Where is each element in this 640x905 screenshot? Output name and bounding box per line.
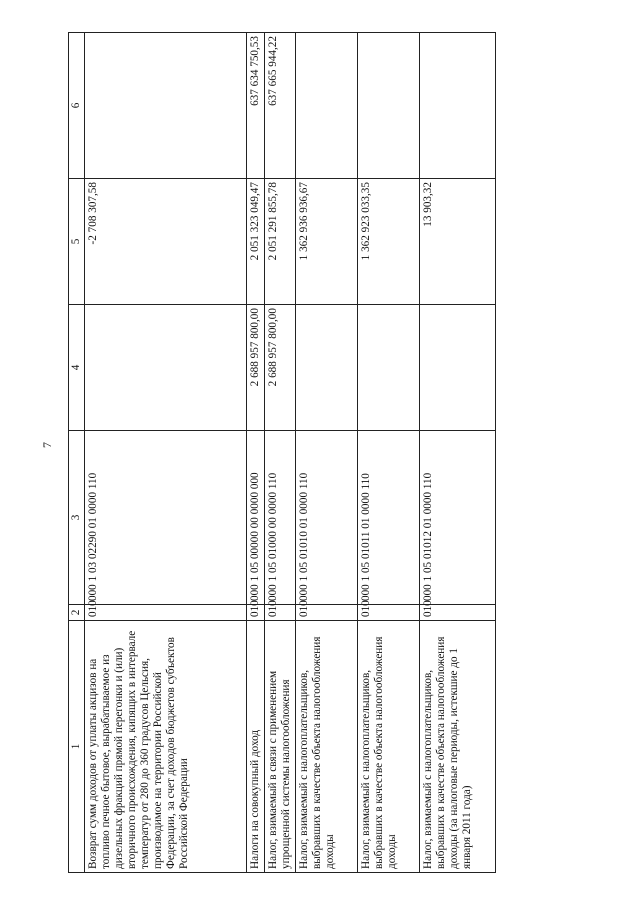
row-name: Налог, взимаемый с налогоплательщиков, выбравших в качестве объекта налогообложения доходы <box>296 621 358 873</box>
column-header: 2 <box>69 605 85 621</box>
row-unexecuted-value <box>358 33 420 179</box>
row-line-code: 010 <box>296 605 358 621</box>
header-row <box>69 33 85 873</box>
row-line-code: 010 <box>358 605 420 621</box>
row-name: Налог, взимаемый в связи с применением упрощенной системы налогообложения <box>265 621 296 873</box>
row-budget-code: 000 1 05 00000 00 0000 000 <box>247 431 265 605</box>
row-executed-value: 2 051 323 049,47 <box>247 179 265 305</box>
row-executed-value: 2 051 291 855,78 <box>265 179 296 305</box>
table-row <box>85 33 247 873</box>
row-unexecuted-value <box>85 33 247 179</box>
row-name: Возврат сумм доходов от уплаты акцизов на топливо печное бытовое, вырабатываемое из дизельных фракций прямой перегонки и (или) вторичного происхождения, кипящих в интервале температур от 280 до 360 градусов Цельсия, производимое на территории Российской Федерации, за счет доходов бюджетов субъектов Российской Федерации <box>85 621 247 873</box>
column-header: 5 <box>69 179 85 305</box>
column-header: 4 <box>69 305 85 431</box>
income-table <box>68 32 496 873</box>
row-name: Налоги на совокупный доход <box>247 621 265 873</box>
row-plan-value <box>85 305 247 431</box>
row-unexecuted-value: 637 634 750,53 <box>247 33 265 179</box>
table-row <box>358 33 420 873</box>
table-row <box>265 33 296 873</box>
row-budget-code: 000 1 05 01010 01 0000 110 <box>296 431 358 605</box>
row-plan-value <box>420 305 496 431</box>
row-budget-code: 000 1 05 01000 00 0000 110 <box>265 431 296 605</box>
page-number: 7 <box>40 442 54 448</box>
row-name: Налог, взимаемый с налогоплательщиков, выбравших в качестве объекта налогообложения доходы <box>358 621 420 873</box>
row-plan-value <box>358 305 420 431</box>
row-line-code: 010 <box>420 605 496 621</box>
row-unexecuted-value <box>420 33 496 179</box>
table-row <box>420 33 496 873</box>
report-sheet <box>68 33 640 873</box>
row-executed-value: 13 903,32 <box>420 179 496 305</box>
row-line-code: 010 <box>265 605 296 621</box>
row-name: Налог, взимаемый с налогоплательщиков, выбравших в качестве объекта налогообложения доходы (за налоговые периоды, истекшие до 1 января 2011 года) <box>420 621 496 873</box>
row-plan-value: 2 688 957 800,00 <box>265 305 296 431</box>
column-header: 1 <box>69 621 85 873</box>
row-executed-value: 1 362 936 936,67 <box>296 179 358 305</box>
row-plan-value <box>296 305 358 431</box>
row-budget-code: 000 1 05 01011 01 0000 110 <box>358 431 420 605</box>
row-line-code: 010 <box>247 605 265 621</box>
table-row <box>247 33 265 873</box>
column-header: 3 <box>69 431 85 605</box>
column-header: 6 <box>69 33 85 179</box>
table-row <box>296 33 358 873</box>
row-unexecuted-value: 637 665 944,22 <box>265 33 296 179</box>
row-budget-code: 000 1 03 02290 01 0000 110 <box>85 431 247 605</box>
row-budget-code: 000 1 05 01012 01 0000 110 <box>420 431 496 605</box>
row-executed-value: 1 362 923 033,35 <box>358 179 420 305</box>
row-line-code: 010 <box>85 605 247 621</box>
row-unexecuted-value <box>296 33 358 179</box>
row-executed-value: -2 708 307,58 <box>85 179 247 305</box>
row-plan-value: 2 688 957 800,00 <box>247 305 265 431</box>
